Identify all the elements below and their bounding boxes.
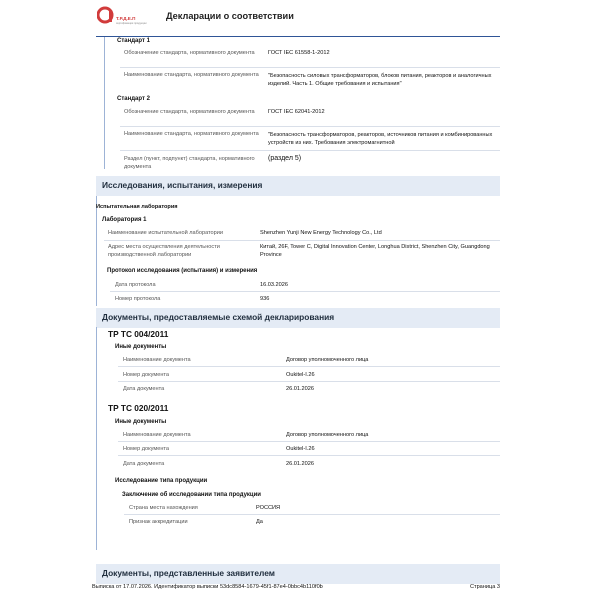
row-divider [120, 67, 500, 68]
section-docs-scheme-title: Документы, предоставляемые схемой декларирования [102, 312, 335, 322]
footer-extract-info: Выписка от 17.07.2026. Идентификатор выписки 53dc8584-1679-45f1-87e4-0bbc4b110f0b [92, 584, 323, 590]
tr-004-doc-number-label: Номер документа [123, 372, 170, 378]
type-research-heading: Исследование типа продукции [115, 478, 208, 484]
row-divider [104, 240, 500, 241]
standard-1-code-label: Обозначение стандарта, нормативного документа [124, 50, 255, 56]
row-divider [118, 455, 500, 456]
section-applicant-docs-title: Документы, представленные заявителем [102, 568, 275, 578]
row-divider [118, 381, 500, 382]
tr-020-doc-date-label: Дата документа [123, 461, 165, 467]
protocol-number-label: Номер протокола [115, 296, 161, 302]
left-rule [96, 196, 97, 306]
tr-020-title: ТР ТС 020/2011 [108, 403, 169, 413]
tr-020-doc-name-label: Наименование документа [123, 432, 191, 438]
accreditation-value: Да [256, 519, 263, 525]
page-number: Страница 3 [469, 584, 500, 590]
tr-004-doc-number-value: Oukitel-I.26 [286, 372, 315, 378]
standard-2-heading: Стандарт 2 [117, 96, 150, 102]
protocol-number-value: 936 [260, 296, 270, 302]
tr-004-doc-name-value: Договор уполномоченного лица [286, 357, 369, 363]
lab-name-label: Наименование испытательной лаборатории [108, 230, 224, 236]
tr-004-doc-date-label: Дата документа [123, 386, 165, 392]
section-applicant-docs [96, 564, 500, 584]
lab-group-heading: Испытательная лаборатория [96, 204, 178, 210]
accreditation-label: Признак аккредитации [129, 519, 188, 525]
standard-2-code-value: ГОСТ IEC 62041-2012 [268, 109, 325, 115]
row-divider [120, 126, 500, 127]
lab-address-value: Китай, 26F, Tower C, Digital Innovation Center, Longhua District, Shenzhen City, Guangdong Province [260, 244, 490, 258]
row-divider [110, 291, 500, 292]
page-header [96, 2, 500, 37]
row-divider [120, 150, 500, 151]
conclusion-heading: Заключение об исследовании типа продукции [122, 492, 261, 498]
tr-004-doc-name-label: Наименование документа [123, 357, 191, 363]
logo [96, 5, 154, 31]
tr-020-group: Иные документы [115, 419, 167, 425]
lab-name-value: Shenzhen Yunji New Energy Technology Co., Ltd [260, 230, 382, 236]
standard-2-name-value: "Безопасность трансформаторов, реакторов, источников питания и комбинированных устройств из них. Требования электромагнитной [268, 132, 493, 146]
standard-1-heading: Стандарт 1 [117, 38, 150, 44]
standard-1-name-label: Наименование стандарта, нормативного документа [124, 72, 259, 78]
protocol-heading: Протокол исследования (испытания) и измерения [107, 268, 258, 274]
standard-1-code-value: ГОСТ IEC 61558-1-2012 [268, 50, 330, 56]
tr-020-doc-date-value: 26.01.2026 [286, 461, 314, 467]
tr-020-doc-name-value: Договор уполномоченного лица [286, 432, 369, 438]
protocol-date-label: Дата протокола [115, 282, 156, 288]
standard-2-name-label: Наименование стандарта, нормативного документа [124, 131, 259, 137]
tr-020-doc-number-label: Номер документа [123, 446, 170, 452]
tr-020-doc-number-value: Oukitel-I.26 [286, 446, 315, 452]
standard-2-section-value: (раздел 5) [268, 155, 302, 162]
logo-text: Т.Р.Д.Е.П [116, 16, 136, 21]
left-rule [104, 37, 105, 169]
section-research-title: Исследования, испытания, измерения [102, 180, 263, 190]
row-divider [118, 366, 500, 367]
standard-1-name-value: "Безопасность силовых трансформаторов, блоков питания, реакторов и аналогичных изделий. Часть 1. Общие требования и испытания" [268, 73, 492, 87]
tr-004-group: Иные документы [115, 344, 167, 350]
lab-1-heading: Лаборатория 1 [102, 217, 147, 223]
page-footer [92, 584, 500, 594]
country-value: РОССИЯ [256, 505, 281, 511]
row-divider [124, 514, 500, 515]
logo-subtext: сертификация продукции [116, 22, 147, 25]
section-docs-scheme [96, 308, 500, 328]
protocol-date-value: 16.03.2026 [260, 282, 288, 288]
standard-2-code-label: Обозначение стандарта, нормативного документа [124, 109, 255, 115]
page-title: Декларации о соответствии [166, 11, 294, 21]
country-label: Страна места нахождения [129, 505, 198, 511]
lab-address-label: Адрес места осуществления деятельности производственной лаборатории [108, 244, 220, 258]
tr-004-title: ТР ТС 004/2011 [108, 329, 169, 339]
row-divider [118, 441, 500, 442]
logo-icon [97, 5, 115, 25]
tr-004-doc-date-value: 26.01.2026 [286, 386, 314, 392]
section-research [96, 176, 500, 196]
left-rule [96, 327, 97, 550]
standard-2-section-label: Раздел (пункт, подпункт) стандарта, нормативного документа [124, 156, 255, 170]
